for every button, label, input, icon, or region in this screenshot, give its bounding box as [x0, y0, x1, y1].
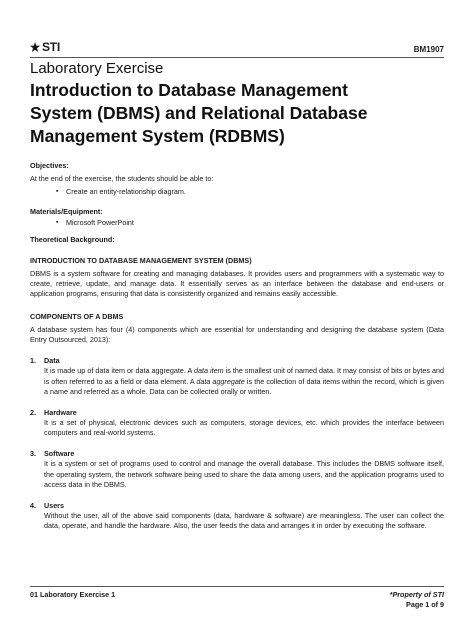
intro-body: DBMS is a system software for creating and managing databases. It provides users and programmers with a systematic way to create, retrieve, update, and manage data. It essentially serves as an interface between the database and end-users or application programs, ensuring that data is consistently organized and remains easily accessible.	[30, 268, 444, 299]
component-label: Hardware	[44, 407, 77, 417]
component-number: 3.	[30, 448, 36, 458]
component-number: 4.	[30, 500, 36, 510]
doc-kicker: Laboratory Exercise	[30, 60, 164, 77]
list-item: ▪ Microsoft PowerPoint	[66, 218, 444, 228]
component-text: It is a system or set of programs used to control and manage the overall database. This includes the DBMS software itself, the operating system, the network software being used to share the data among users, and the application programs used to access data in the DBMS.	[44, 459, 444, 490]
intro-heading: INTRODUCTION TO DATABASE MANAGEMENT SYSTEM (DBMS)	[30, 255, 252, 265]
logo-text: STI	[42, 40, 61, 54]
component-text: It is made up of data item or data aggregate. A data item is the smallest unit of named data. It may consist of bits or bytes and is often referred to as a field or data element. A data aggregate is the collection of data items within the record, which is given a name and referred as a whole. Data can be collected orally or written.	[44, 366, 444, 397]
objectives-intro: At the end of the exercise, the students should be able to:	[30, 174, 214, 184]
page-header	[30, 28, 444, 58]
emphasis-data-aggregate: data aggregate	[196, 376, 245, 386]
background-label: Theoretical Background:	[30, 234, 115, 244]
component-label: Data	[44, 355, 60, 365]
component-label: Software	[44, 448, 75, 458]
materials-label: Materials/Equipment:	[30, 207, 103, 217]
sti-logo	[30, 40, 60, 54]
components-body: A database system has four (4) components which are essential for understanding and designing the database system (Data Entry Outsourced, 2013):	[30, 324, 444, 345]
title-line-1: Introduction to Database Management	[30, 80, 348, 100]
component-label: Users	[44, 500, 64, 510]
footer-doc-name: 01 Laboratory Exercise 1	[30, 590, 116, 599]
component-number: 1.	[30, 355, 36, 365]
document-content	[30, 60, 444, 532]
objectives-label: Objectives:	[30, 161, 69, 171]
component-users	[30, 501, 444, 532]
components-heading: COMPONENTS OF A DBMS	[30, 311, 124, 321]
emphasis-data-item: data item	[193, 366, 224, 376]
component-data	[30, 356, 444, 398]
star-icon	[30, 42, 40, 52]
component-number: 2.	[30, 407, 36, 417]
title-line-2: System (DBMS) and Relational Database	[30, 102, 368, 123]
list-item: ▪ Create an entity-relationship diagram.	[66, 187, 444, 197]
component-hardware	[30, 408, 444, 439]
component-text: It is a set of physical, electronic devices such as computers, storage devices, etc. which provides the interface between computers and real-world systems.	[44, 417, 444, 438]
doc-title	[30, 79, 444, 147]
component-text: Without the user, all of the above said components (data, hardware & software) are meaningless. The user can collect the data, operate, and handle the hardware. Also, the user feeds the data and arranges it in order by executing the software.	[44, 511, 444, 531]
footer-property: *Property of STI	[389, 590, 444, 599]
materials-list	[30, 218, 444, 228]
footer-page-number: Page 1 of 9	[406, 600, 444, 610]
doc-code: BM1907	[413, 45, 444, 54]
component-software	[30, 449, 444, 491]
page-footer	[30, 586, 444, 611]
title-line-3: Management System (RDBMS)	[30, 125, 285, 146]
objectives-list	[30, 187, 444, 197]
